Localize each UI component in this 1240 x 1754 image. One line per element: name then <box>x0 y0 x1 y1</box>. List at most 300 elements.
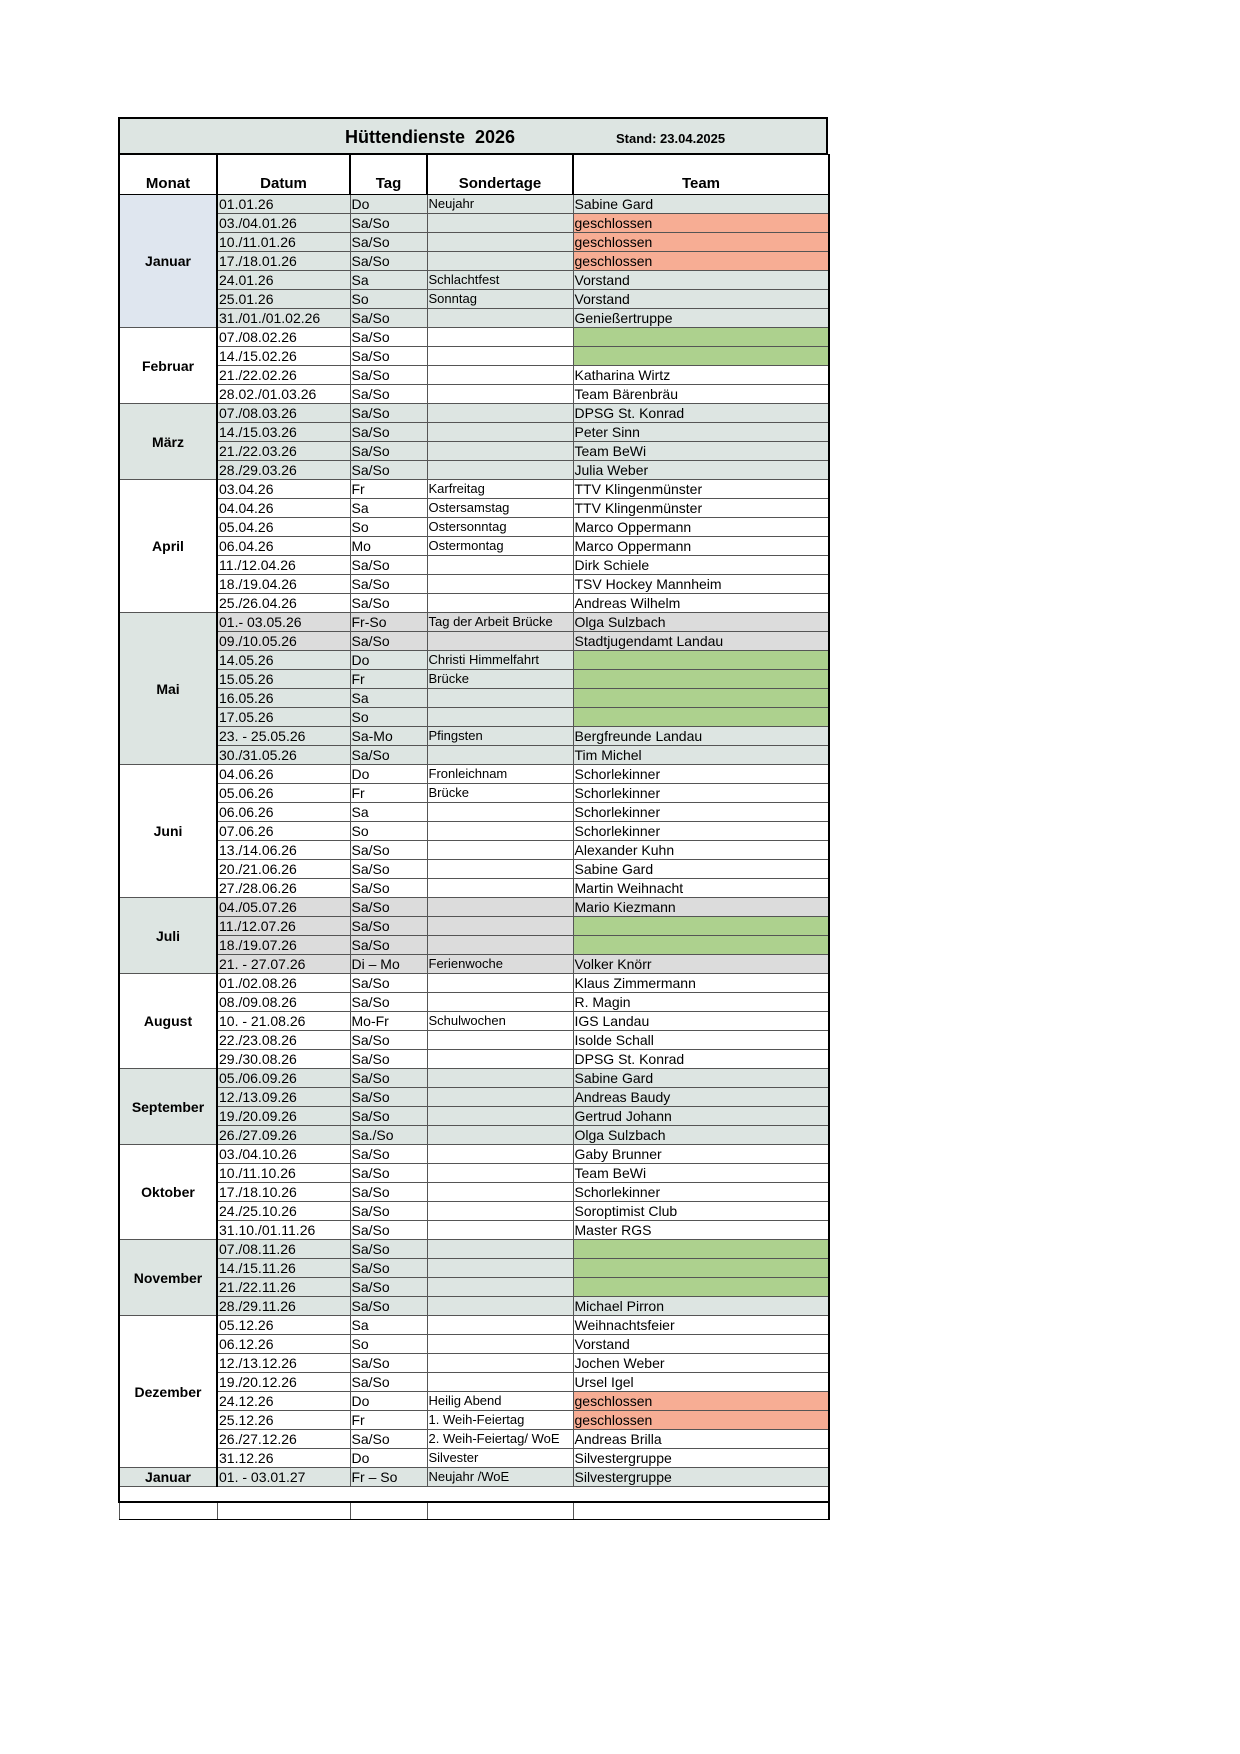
sondertage-cell: Schulwochen <box>427 1012 573 1031</box>
sondertage-cell <box>427 1240 573 1259</box>
datum-cell: 28.02./01.03.26 <box>217 385 350 404</box>
sondertage-cell: Schlachtfest <box>427 271 573 290</box>
sondertage-cell <box>427 423 573 442</box>
tag-cell: Sa/So <box>350 841 427 860</box>
tag-cell: Mo <box>350 537 427 556</box>
tag-cell: Sa/So <box>350 347 427 366</box>
tag-cell: Sa/So <box>350 461 427 480</box>
blank-cell <box>427 1502 573 1520</box>
sondertage-cell <box>427 252 573 271</box>
table-row <box>119 1088 829 1107</box>
month-cell: März <box>119 404 217 480</box>
team-cell: Schorlekinner <box>573 803 829 822</box>
table-row <box>119 1259 829 1278</box>
tag-cell: So <box>350 708 427 727</box>
tag-cell: Fr-So <box>350 613 427 632</box>
table-row <box>119 214 829 233</box>
datum-cell: 05.04.26 <box>217 518 350 537</box>
team-cell <box>573 936 829 955</box>
table-row <box>119 1392 829 1411</box>
sondertage-cell <box>427 366 573 385</box>
datum-cell: 28./29.03.26 <box>217 461 350 480</box>
sondertage-cell: 1. Weih-Feiertag <box>427 1411 573 1430</box>
col-header-tag: Tag <box>350 155 427 195</box>
team-cell <box>573 1240 829 1259</box>
blank-cell <box>350 1502 427 1520</box>
tag-cell: Sa <box>350 803 427 822</box>
sondertage-cell <box>427 556 573 575</box>
team-cell: Tim Michel <box>573 746 829 765</box>
sondertage-cell: Brücke <box>427 670 573 689</box>
tag-cell: Sa/So <box>350 746 427 765</box>
tag-cell: Sa/So <box>350 214 427 233</box>
table-row <box>119 328 829 347</box>
sondertage-cell <box>427 1145 573 1164</box>
sondertage-cell <box>427 1107 573 1126</box>
tag-cell: Sa/So <box>350 993 427 1012</box>
tag-cell: Sa-Mo <box>350 727 427 746</box>
table-row <box>119 1031 829 1050</box>
team-cell: Peter Sinn <box>573 423 829 442</box>
col-header-datum: Datum <box>217 155 350 195</box>
tag-cell: Sa/So <box>350 898 427 917</box>
table-row <box>119 1145 829 1164</box>
datum-cell: 03.04.26 <box>217 480 350 499</box>
table-row <box>119 898 829 917</box>
team-cell: TSV Hockey Mannheim <box>573 575 829 594</box>
tag-cell: Sa/So <box>350 1430 427 1449</box>
team-cell: geschlossen <box>573 1411 829 1430</box>
tag-cell: Sa/So <box>350 594 427 613</box>
datum-cell: 30./31.05.26 <box>217 746 350 765</box>
table-row <box>119 613 829 632</box>
datum-cell: 22./23.08.26 <box>217 1031 350 1050</box>
sondertage-cell <box>427 993 573 1012</box>
sondertage-cell: 2. Weih-Feiertag/ WoE <box>427 1430 573 1449</box>
tag-cell: Sa/So <box>350 252 427 271</box>
table-row <box>119 366 829 385</box>
table-row <box>119 1449 829 1468</box>
tag-cell: Sa/So <box>350 1183 427 1202</box>
table-row <box>119 1183 829 1202</box>
datum-cell: 23. - 25.05.26 <box>217 727 350 746</box>
tag-cell: Sa/So <box>350 860 427 879</box>
team-cell <box>573 670 829 689</box>
table-row <box>119 423 829 442</box>
sondertage-cell: Fronleichnam <box>427 765 573 784</box>
datum-cell: 17./18.10.26 <box>217 1183 350 1202</box>
datum-cell: 14.05.26 <box>217 651 350 670</box>
sondertage-cell: Tag der Arbeit Brücke <box>427 613 573 632</box>
datum-cell: 17./18.01.26 <box>217 252 350 271</box>
month-cell: Januar <box>119 195 217 328</box>
table-row <box>119 746 829 765</box>
team-cell: Sabine Gard <box>573 1069 829 1088</box>
table-row <box>119 252 829 271</box>
team-cell: Isolde Schall <box>573 1031 829 1050</box>
team-cell: Bergfreunde Landau <box>573 727 829 746</box>
page-title: Hüttendienste 2026 <box>345 127 516 147</box>
col-header-team: Team <box>573 155 829 195</box>
team-cell: Michael Pirron <box>573 1297 829 1316</box>
sondertage-cell <box>427 1316 573 1335</box>
team-cell: Master RGS <box>573 1221 829 1240</box>
team-cell: Martin Weihnacht <box>573 879 829 898</box>
table-row <box>119 556 829 575</box>
table-row <box>119 1373 829 1392</box>
sondertage-cell: Ostersamstag <box>427 499 573 518</box>
blank-cell <box>573 1502 829 1520</box>
team-cell: geschlossen <box>573 214 829 233</box>
team-cell: Klaus Zimmermann <box>573 974 829 993</box>
team-cell: Vorstand <box>573 1335 829 1354</box>
team-cell: Andreas Brilla <box>573 1430 829 1449</box>
tag-cell: Sa/So <box>350 328 427 347</box>
sondertage-cell <box>427 442 573 461</box>
table-row <box>119 822 829 841</box>
datum-cell: 14./15.03.26 <box>217 423 350 442</box>
tag-cell: Sa/So <box>350 1088 427 1107</box>
tag-cell: Fr <box>350 1411 427 1430</box>
table-row <box>119 461 829 480</box>
sondertage-cell <box>427 1335 573 1354</box>
month-cell: Dezember <box>119 1316 217 1468</box>
sondertage-cell: Karfreitag <box>427 480 573 499</box>
team-cell <box>573 689 829 708</box>
datum-cell: 09./10.05.26 <box>217 632 350 651</box>
tag-cell: Sa/So <box>350 1164 427 1183</box>
sondertage-cell: Neujahr /WoE <box>427 1468 573 1487</box>
tag-cell: Sa <box>350 689 427 708</box>
table-row <box>119 1126 829 1145</box>
sondertage-cell <box>427 689 573 708</box>
team-cell: Vorstand <box>573 290 829 309</box>
datum-cell: 24.01.26 <box>217 271 350 290</box>
sondertage-cell <box>427 1354 573 1373</box>
datum-cell: 01./02.08.26 <box>217 974 350 993</box>
table-row <box>119 974 829 993</box>
sondertage-cell <box>427 328 573 347</box>
sondertage-cell <box>427 1297 573 1316</box>
table-row <box>119 309 829 328</box>
table-row <box>119 651 829 670</box>
sondertage-cell <box>427 347 573 366</box>
table-row <box>119 499 829 518</box>
team-cell: DPSG St. Konrad <box>573 1050 829 1069</box>
blank-cell <box>119 1502 217 1520</box>
table-row <box>119 404 829 423</box>
sondertage-cell: Sonntag <box>427 290 573 309</box>
tag-cell: Sa/So <box>350 632 427 651</box>
table-row <box>119 347 829 366</box>
team-cell: Team BeWi <box>573 1164 829 1183</box>
table-row <box>119 442 829 461</box>
schedule-sheet <box>118 117 828 1520</box>
datum-cell: 21./22.11.26 <box>217 1278 350 1297</box>
datum-cell: 24.12.26 <box>217 1392 350 1411</box>
table-row <box>119 993 829 1012</box>
team-cell: Olga Sulzbach <box>573 613 829 632</box>
sondertage-cell <box>427 1202 573 1221</box>
month-cell: August <box>119 974 217 1069</box>
datum-cell: 12./13.12.26 <box>217 1354 350 1373</box>
table-row <box>119 803 829 822</box>
datum-cell: 03./04.01.26 <box>217 214 350 233</box>
team-cell: Gertrud Johann <box>573 1107 829 1126</box>
table-row <box>119 1278 829 1297</box>
sondertage-cell <box>427 1069 573 1088</box>
team-cell: Mario Kiezmann <box>573 898 829 917</box>
tag-cell: So <box>350 1335 427 1354</box>
table-header-row <box>119 155 829 195</box>
tag-cell: Sa/So <box>350 556 427 575</box>
datum-cell: 25.12.26 <box>217 1411 350 1430</box>
table-row <box>119 575 829 594</box>
team-cell: Silvestergruppe <box>573 1449 829 1468</box>
table-row <box>119 1430 829 1449</box>
sondertage-cell <box>427 879 573 898</box>
sondertage-cell <box>427 1259 573 1278</box>
sondertage-cell <box>427 1221 573 1240</box>
sondertage-cell: Brücke <box>427 784 573 803</box>
sondertage-cell: Neujahr <box>427 195 573 214</box>
stand-date: Stand: 23.04.2025 <box>616 131 726 146</box>
sondertage-cell <box>427 1050 573 1069</box>
table-row <box>119 233 829 252</box>
tag-cell: Do <box>350 1449 427 1468</box>
table-row <box>119 765 829 784</box>
team-cell: Andreas Baudy <box>573 1088 829 1107</box>
table-row <box>119 936 829 955</box>
datum-cell: 07./08.11.26 <box>217 1240 350 1259</box>
sondertage-cell <box>427 575 573 594</box>
tag-cell: Sa/So <box>350 974 427 993</box>
sondertage-cell <box>427 233 573 252</box>
datum-cell: 21./22.02.26 <box>217 366 350 385</box>
datum-cell: 06.06.26 <box>217 803 350 822</box>
team-cell: TTV Klingenmünster <box>573 499 829 518</box>
team-cell: Julia Weber <box>573 461 829 480</box>
table-row <box>119 290 829 309</box>
month-cell: Juli <box>119 898 217 974</box>
team-cell: Ursel Igel <box>573 1373 829 1392</box>
datum-cell: 10. - 21.08.26 <box>217 1012 350 1031</box>
tag-cell: Sa/So <box>350 442 427 461</box>
blank-cell <box>119 1487 829 1503</box>
table-row <box>119 1335 829 1354</box>
table-row <box>119 708 829 727</box>
blank-cell <box>217 1502 350 1520</box>
sondertage-cell <box>427 1031 573 1050</box>
team-cell: Dirk Schiele <box>573 556 829 575</box>
team-cell: Gaby Brunner <box>573 1145 829 1164</box>
team-cell: Team BeWi <box>573 442 829 461</box>
table-row <box>119 1221 829 1240</box>
table-row <box>119 1297 829 1316</box>
month-cell: Januar <box>119 1468 217 1487</box>
tag-cell: Sa/So <box>350 385 427 404</box>
tag-cell: Sa/So <box>350 1050 427 1069</box>
datum-cell: 18./19.04.26 <box>217 575 350 594</box>
datum-cell: 24./25.10.26 <box>217 1202 350 1221</box>
tag-cell: Sa/So <box>350 1145 427 1164</box>
month-cell: Februar <box>119 328 217 404</box>
datum-cell: 04./05.07.26 <box>217 898 350 917</box>
datum-cell: 03./04.10.26 <box>217 1145 350 1164</box>
sondertage-cell <box>427 1373 573 1392</box>
sondertage-cell <box>427 1164 573 1183</box>
tag-cell: Fr <box>350 480 427 499</box>
sondertage-cell <box>427 404 573 423</box>
tag-cell: Sa <box>350 271 427 290</box>
table-row <box>119 537 829 556</box>
team-cell: Soroptimist Club <box>573 1202 829 1221</box>
datum-cell: 04.04.26 <box>217 499 350 518</box>
tag-cell: Sa/So <box>350 233 427 252</box>
table-row <box>119 594 829 613</box>
tag-cell: Do <box>350 1392 427 1411</box>
datum-cell: 05.06.26 <box>217 784 350 803</box>
table-footer <box>119 1487 829 1520</box>
sondertage-cell: Ostersonntag <box>427 518 573 537</box>
tag-cell: Sa/So <box>350 1221 427 1240</box>
team-cell: R. Magin <box>573 993 829 1012</box>
sondertage-cell <box>427 822 573 841</box>
team-cell <box>573 347 829 366</box>
tag-cell: Sa/So <box>350 1354 427 1373</box>
sondertage-cell <box>427 594 573 613</box>
sondertage-cell <box>427 461 573 480</box>
tag-cell: Sa/So <box>350 366 427 385</box>
tag-cell: Mo-Fr <box>350 1012 427 1031</box>
team-cell: Stadtjugendamt Landau <box>573 632 829 651</box>
team-cell: Team Bärenbräu <box>573 385 829 404</box>
team-cell: IGS Landau <box>573 1012 829 1031</box>
datum-cell: 29./30.08.26 <box>217 1050 350 1069</box>
tag-cell: Fr – So <box>350 1468 427 1487</box>
table-row <box>119 1050 829 1069</box>
table-row <box>119 784 829 803</box>
team-cell: TTV Klingenmünster <box>573 480 829 499</box>
table-row <box>119 1468 829 1487</box>
sondertage-cell: Ferienwoche <box>427 955 573 974</box>
tag-cell: Sa/So <box>350 879 427 898</box>
datum-cell: 14./15.11.26 <box>217 1259 350 1278</box>
team-cell <box>573 708 829 727</box>
schedule-body <box>119 195 829 1487</box>
tag-cell: Do <box>350 651 427 670</box>
schedule-table <box>118 154 830 1520</box>
datum-cell: 06.04.26 <box>217 537 350 556</box>
team-cell: Schorlekinner <box>573 765 829 784</box>
table-row <box>119 1164 829 1183</box>
sondertage-cell: Heilig Abend <box>427 1392 573 1411</box>
team-cell: Genießertruppe <box>573 309 829 328</box>
table-row <box>119 271 829 290</box>
tag-cell: Do <box>350 765 427 784</box>
datum-cell: 10./11.01.26 <box>217 233 350 252</box>
datum-cell: 13./14.06.26 <box>217 841 350 860</box>
datum-cell: 14./15.02.26 <box>217 347 350 366</box>
tag-cell: Sa/So <box>350 936 427 955</box>
sondertage-cell <box>427 385 573 404</box>
sondertage-cell: Christi Himmelfahrt <box>427 651 573 670</box>
team-cell: Schorlekinner <box>573 822 829 841</box>
month-cell: Oktober <box>119 1145 217 1240</box>
datum-cell: 12./13.09.26 <box>217 1088 350 1107</box>
table-row <box>119 1012 829 1031</box>
table-row <box>119 632 829 651</box>
team-cell: Marco Oppermann <box>573 518 829 537</box>
table-row <box>119 1316 829 1335</box>
tag-cell: Sa <box>350 1316 427 1335</box>
table-row <box>119 1107 829 1126</box>
tag-cell: Fr <box>350 784 427 803</box>
datum-cell: 28./29.11.26 <box>217 1297 350 1316</box>
datum-cell: 06.12.26 <box>217 1335 350 1354</box>
team-cell <box>573 1259 829 1278</box>
datum-cell: 25.01.26 <box>217 290 350 309</box>
team-cell: Olga Sulzbach <box>573 1126 829 1145</box>
table-row <box>119 195 829 214</box>
table-row <box>119 879 829 898</box>
table-row <box>119 860 829 879</box>
team-cell: Andreas Wilhelm <box>573 594 829 613</box>
tag-cell: Sa/So <box>350 1069 427 1088</box>
table-row <box>119 689 829 708</box>
table-row <box>119 841 829 860</box>
team-cell: Alexander Kuhn <box>573 841 829 860</box>
tag-cell: Do <box>350 195 427 214</box>
tag-cell: Sa/So <box>350 575 427 594</box>
sondertage-cell <box>427 1088 573 1107</box>
datum-cell: 19./20.12.26 <box>217 1373 350 1392</box>
tag-cell: Di – Mo <box>350 955 427 974</box>
sondertage-cell: Ostermontag <box>427 537 573 556</box>
tag-cell: So <box>350 290 427 309</box>
team-cell: geschlossen <box>573 1392 829 1411</box>
table-row <box>119 1354 829 1373</box>
team-cell: Sabine Gard <box>573 195 829 214</box>
table-row <box>119 670 829 689</box>
team-cell: Weihnachtsfeier <box>573 1316 829 1335</box>
team-cell <box>573 1278 829 1297</box>
datum-cell: 10./11.10.26 <box>217 1164 350 1183</box>
month-cell: September <box>119 1069 217 1145</box>
sondertage-cell <box>427 1278 573 1297</box>
datum-cell: 01.01.26 <box>217 195 350 214</box>
month-cell: April <box>119 480 217 613</box>
sondertage-cell <box>427 708 573 727</box>
table-row <box>119 518 829 537</box>
tag-cell: Sa/So <box>350 1031 427 1050</box>
table-row <box>119 917 829 936</box>
tag-cell: Sa/So <box>350 1373 427 1392</box>
datum-cell: 05./06.09.26 <box>217 1069 350 1088</box>
tag-cell: Sa/So <box>350 309 427 328</box>
team-cell: geschlossen <box>573 233 829 252</box>
datum-cell: 21./22.03.26 <box>217 442 350 461</box>
datum-cell: 15.05.26 <box>217 670 350 689</box>
table-row <box>119 1240 829 1259</box>
datum-cell: 11./12.04.26 <box>217 556 350 575</box>
blank-row <box>119 1487 829 1503</box>
tag-cell: Sa/So <box>350 917 427 936</box>
month-cell: November <box>119 1240 217 1316</box>
datum-cell: 01. - 03.01.27 <box>217 1468 350 1487</box>
month-cell: Juni <box>119 765 217 898</box>
tag-cell: Sa/So <box>350 1202 427 1221</box>
